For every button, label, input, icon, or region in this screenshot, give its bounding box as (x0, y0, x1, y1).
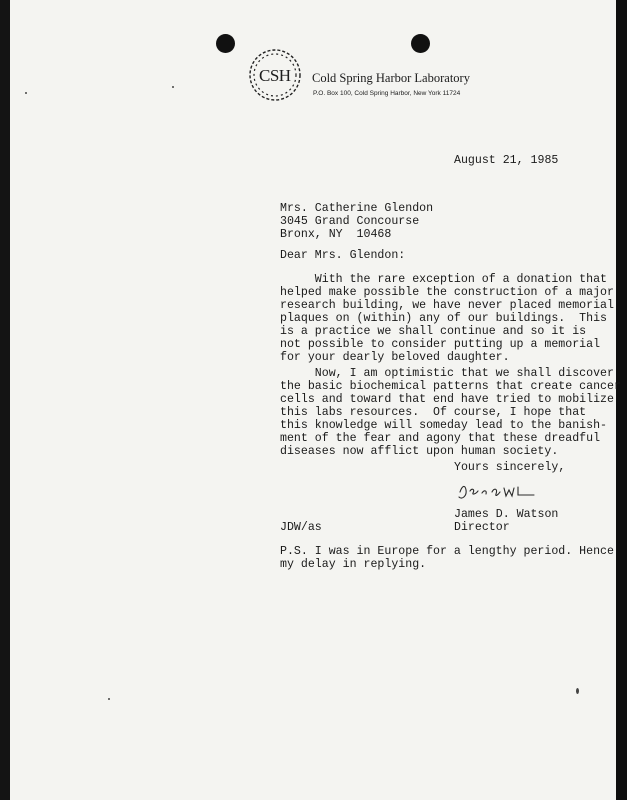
body-line: is a practice we shall continue and so it is (280, 325, 587, 338)
body-line: not possible to consider putting up a memorial (280, 338, 601, 351)
body-line: this labs resources. Of course, I hope that (280, 406, 587, 419)
body-line: Now, I am optimistic that we shall discover (280, 367, 614, 380)
punch-hole-right (411, 34, 430, 53)
body-line: ment of the fear and agony that these dreadful (280, 432, 601, 445)
recipient-line: Bronx, NY 10468 (280, 228, 392, 241)
paper-mark (172, 86, 174, 88)
body-line: research building, we have never placed memorial (280, 299, 614, 312)
paper-mark (25, 92, 27, 94)
csh-logo (246, 46, 304, 104)
body-line: helped make possible the construction of a major (280, 286, 614, 299)
body-line: for your dearly beloved daughter. (280, 351, 510, 364)
body-line: With the rare exception of a donation that (280, 273, 607, 286)
signature-block (454, 508, 558, 534)
organization-name: Cold Spring Harbor Laboratory (312, 71, 470, 85)
signature (456, 478, 536, 504)
body-line: diseases now afflict upon human society. (280, 445, 559, 458)
body-line: plaques on (within) any of our buildings. This (280, 312, 607, 325)
body-line: this knowledge will someday lead to the banish- (280, 419, 607, 432)
recipient-block (280, 202, 433, 241)
paper-mark (108, 698, 110, 700)
postscript-line: my delay in replying. (280, 558, 427, 571)
body-paragraph-2 (280, 367, 621, 458)
punch-hole-left (216, 34, 235, 53)
postscript-line: P.S. I was in Europe for a lengthy period. Hence (280, 545, 614, 558)
organization-address: P.O. Box 100, Cold Spring Harbor, New York 11724 (313, 90, 461, 97)
salutation: Dear Mrs. Glendon: (280, 249, 406, 262)
signer-title: Director (454, 521, 510, 534)
body-line: the basic biochemical patterns that create cancer (280, 380, 621, 393)
recipient-line: Mrs. Catherine Glendon (280, 202, 434, 215)
signer-name: James D. Watson (454, 508, 559, 521)
body-line: cells and toward that end have tried to mobilize (280, 393, 614, 406)
typist-initials: JDW/as (280, 521, 322, 534)
letter-date: August 21, 1985 (454, 154, 559, 167)
recipient-line: 3045 Grand Concourse (280, 215, 420, 228)
closing: Yours sincerely, (454, 461, 566, 474)
postscript (280, 545, 614, 571)
body-paragraph-1 (280, 273, 614, 364)
logo-monogram: CSH (259, 66, 291, 85)
paper-mark (576, 688, 579, 694)
